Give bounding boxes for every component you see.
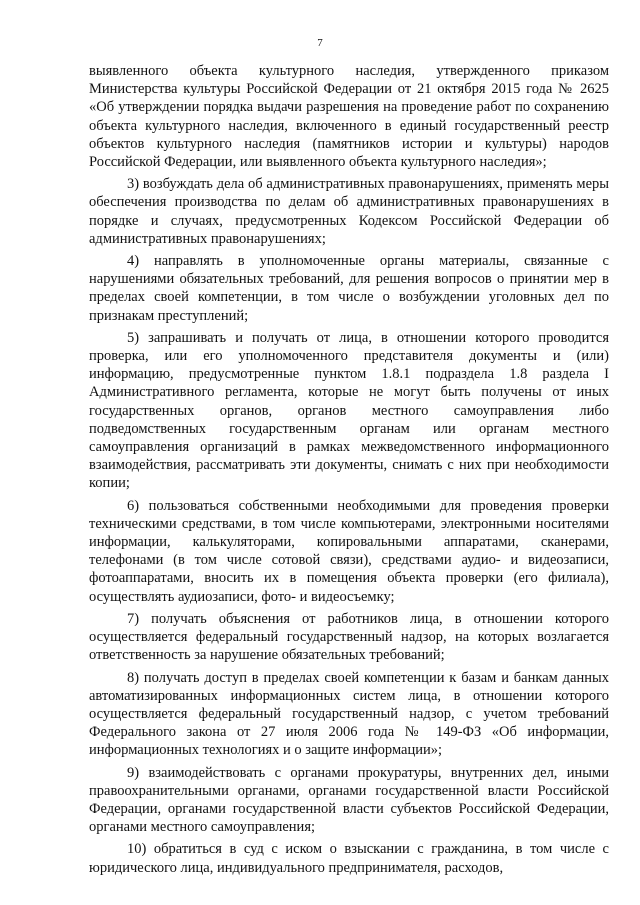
paragraph-continuation: выявленного объекта культурного наследия, утвержденного приказом Министерства культуры Российской Федерации от 21 октября 2015 года № 2625 «Об утверждении порядка выдачи разрешения на проведение работ по сохранению объекта культурного наследия, включенного в единый государственный реестр объектов культурного наследия (памятников истории и культуры) народов Российской Федерации, или выявленного объекта культурного наследия»; xyxy=(89,63,609,171)
page-number: 7 xyxy=(317,37,323,49)
paragraph-item-4: 4) направлять в уполномоченные органы материалы, связанные с нарушениями обязательных требований, для решения вопросов о принятии мер в пределах своей компетенции, в том числе о возбуждении уголовных дел по признакам преступлений; xyxy=(89,253,609,324)
paragraph-item-5: 5) запрашивать и получать от лица, в отношении которого проводится проверка, или его уполномоченного представителя документы и (или) информацию, предусмотренные пунктом 1.8.1 подраздела 1.8 раздела I Административного регламента, которые не могут быть получены от иных государственных органов, органов местного самоуправления либо подведомственных государственным органам или органам местного самоуправления организаций в рамках межведомственного информационного взаимодействия, рассматривать эти документы, снимать с них при необходимости копии; xyxy=(89,329,609,492)
paragraph-item-3: 3) возбуждать дела об административных правонарушениях, применять меры обеспечения производства по делам об административных правонарушениях в порядке и случаях, предусмотренных Кодексом Российской Федерации об административных правонарушениях; xyxy=(89,176,609,247)
paragraph-item-7: 7) получать объяснения от работников лица, в отношении которого осуществляется федеральный государственный надзор, на которых возлагается ответственность за нарушение обязательных требований; xyxy=(89,610,609,664)
paragraph-item-6: 6) пользоваться собственными необходимыми для проведения проверки техническими средствами, в том числе компьютерами, электронными носителями информации, калькуляторами, копировальными аппаратами, сканерами, телефонами (в том числе сотовой связи), средствами аудио- и видеозаписи, фотоаппаратами, вносить их в помещения объекта проверки (его филиала), осуществлять аудиозаписи, фото- и видеосъемку; xyxy=(89,497,609,605)
document-body xyxy=(89,62,609,877)
paragraph-item-8: 8) получать доступ в пределах своей компетенции к базам и банкам данных автоматизированных информационных систем лица, в отношении которого осуществляется федеральный государственный надзор, с учетом требований Федерального закона от 27 июля 2006 года № 149-ФЗ «Об информации, информационных технологиях и о защите информации»; xyxy=(89,669,609,759)
paragraph-item-10: 10) обратиться в суд с иском о взыскании с гражданина, в том числе с юридического лица, индивидуального предпринимателя, расходов, xyxy=(89,841,609,876)
paragraph-item-9: 9) взаимодействовать с органами прокуратуры, внутренних дел, иными правоохранительными органами, органами государственной власти Российской Федерации, органами государственной власти субъектов Российской Федерации, органами местного самоуправления; xyxy=(89,764,609,836)
